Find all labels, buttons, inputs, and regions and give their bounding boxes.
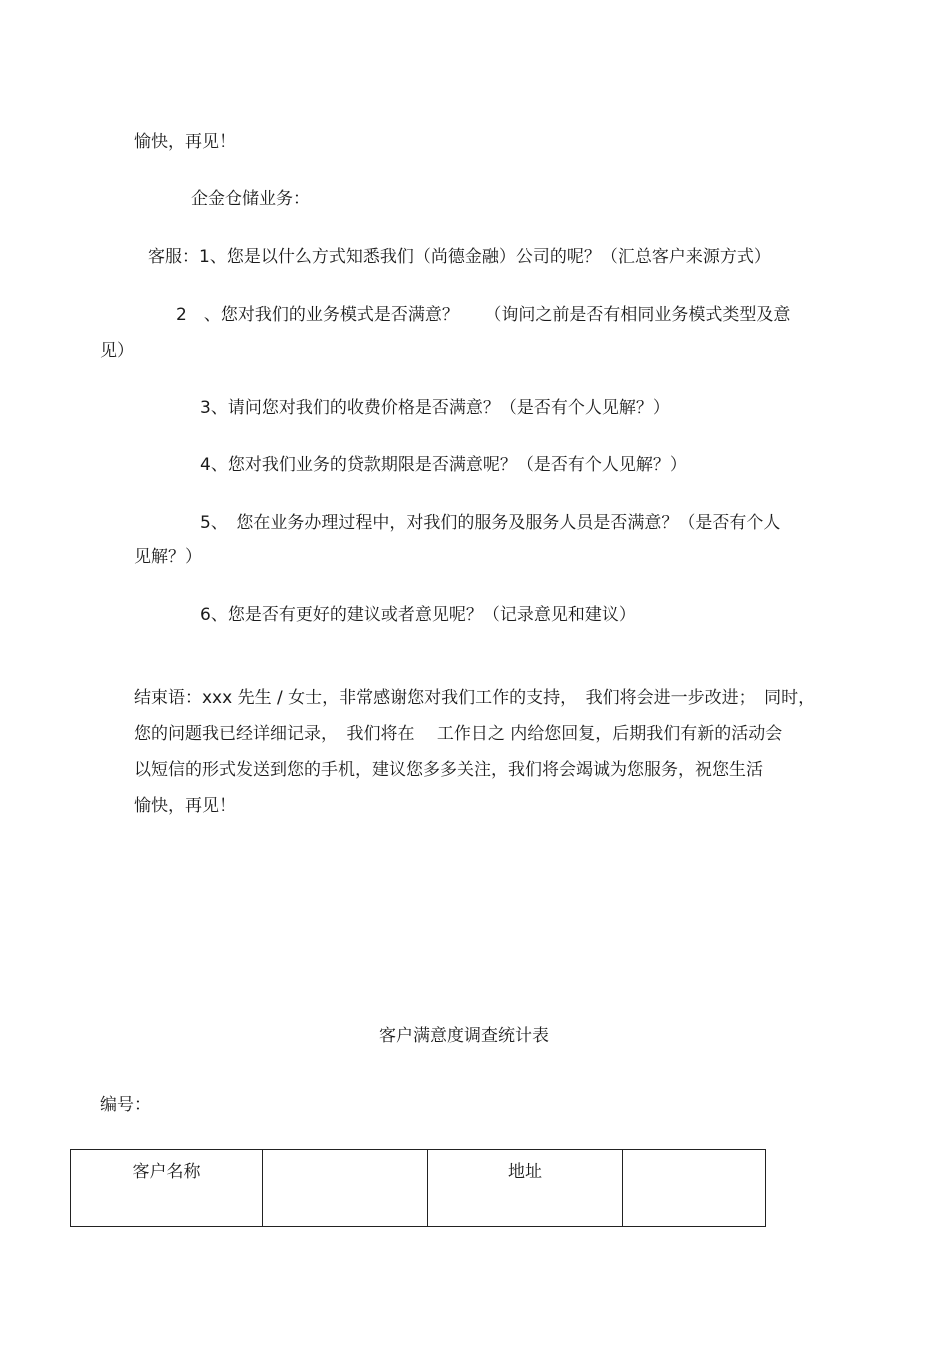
top-farewell: 愉快，再见！ (134, 132, 236, 152)
number-label: 编号： (100, 1095, 151, 1115)
question-4: 4、您对我们业务的贷款期限是否满意呢？（是否有个人见解？） (200, 455, 687, 475)
customer-info-table (70, 1149, 766, 1227)
address-value (623, 1150, 766, 1227)
question-1: 客服：1、您是以什么方式知悉我们（尚德金融）公司的呢？（汇总客户来源方式） (148, 247, 771, 267)
address-label: 地址 (428, 1150, 623, 1227)
closing-line-4: 愉快，再见！ (134, 796, 236, 816)
customer-name-value (263, 1150, 428, 1227)
question-2-line-2: 见） (100, 341, 134, 361)
form-title: 客户满意度调查统计表 (379, 1026, 549, 1046)
question-5-line-1: 5、 您在业务办理过程中，对我们的服务及服务人员是否满意？（是否有个人 (200, 513, 781, 533)
question-6: 6、您是否有更好的建议或者意见呢？（记录意见和建议） (200, 605, 636, 625)
question-2-line-1: 2 、您对我们的业务模式是否满意？ （询问之前是否有相同业务模式类型及意 (176, 305, 791, 325)
closing-line-1: 结束语：xxx 先生 / 女士，非常感谢您对我们工作的支持， 我们将会进一步改进； 同时， (134, 688, 816, 708)
closing-line-2: 您的问题我已经详细记录， 我们将在 工作日之 内给您回复，后期我们有新的活动会 (134, 724, 783, 744)
table-row (71, 1150, 766, 1227)
closing-line-3: 以短信的形式发送到您的手机，建议您多多关注，我们将会竭诚为您服务，祝您生活 (134, 760, 763, 780)
section-title: 企金仓储业务： (191, 189, 310, 209)
customer-name-label: 客户名称 (71, 1150, 263, 1227)
question-3: 3、请问您对我们的收费价格是否满意？（是否有个人见解？） (200, 398, 670, 418)
question-5-line-2: 见解？） (134, 547, 202, 567)
